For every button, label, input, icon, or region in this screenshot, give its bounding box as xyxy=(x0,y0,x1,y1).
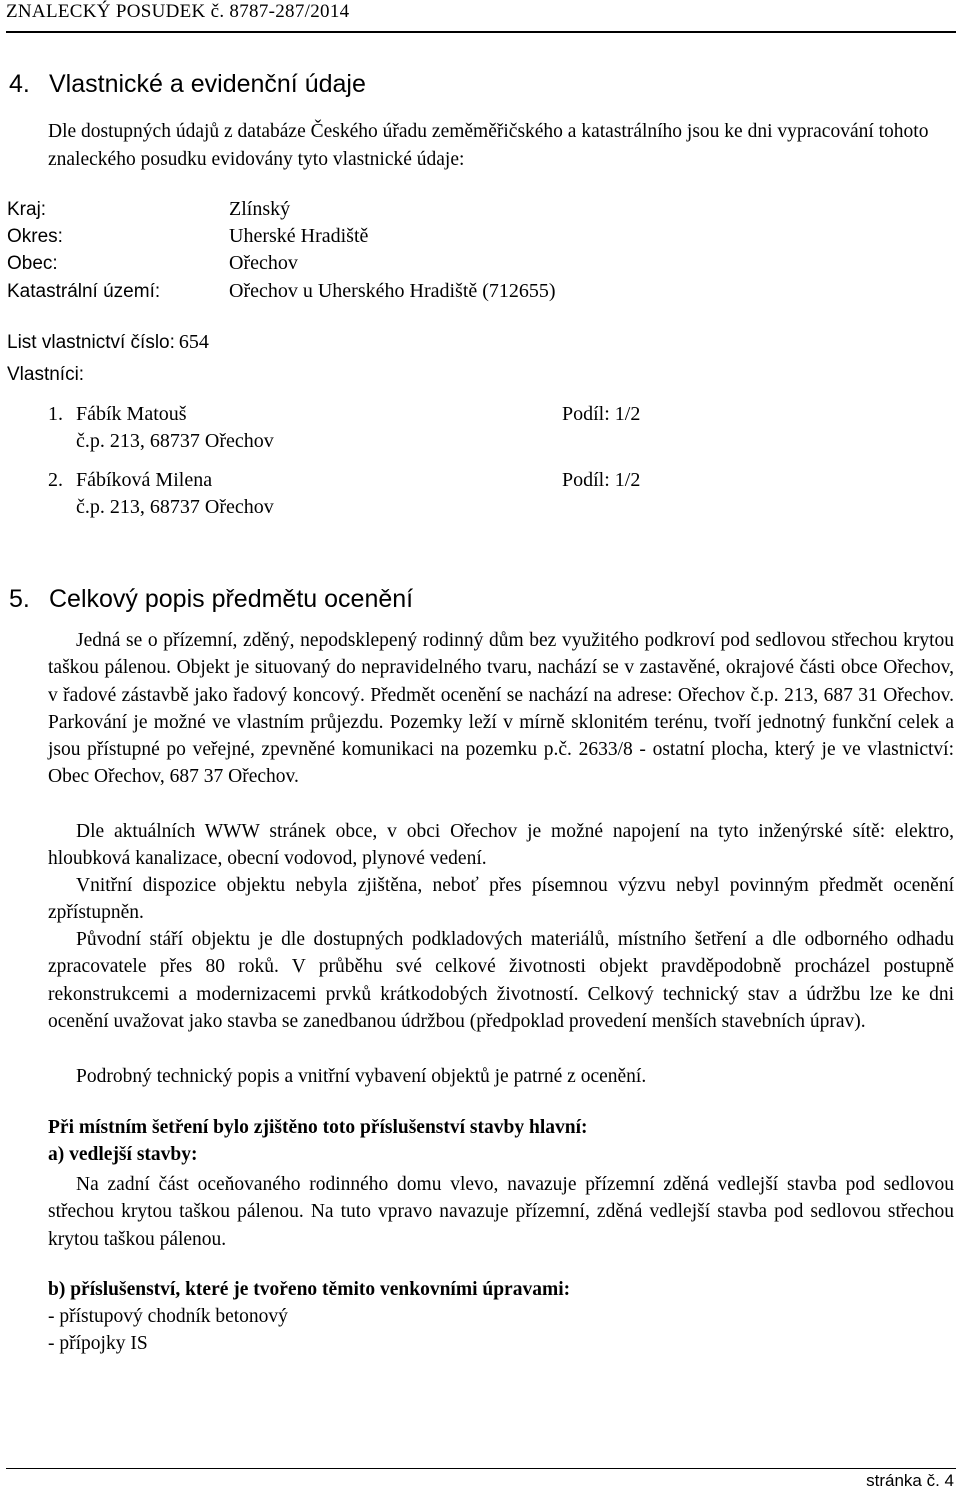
section-5-paragraph-4: Původní stáří objektu je dle dostupných podkladových materiálů, místního šetření a dle odborného odhadu zpracovatele přes 80 roků. V průběhu své celkové životnosti objekt pravděpodobně procházel postupně rekonstrukcemi a modernizacemi prvků krátkodobých životností. Celkový technický stav a údržbu lze ke dni ocenění uvažovat jako stavba se zanedbanou údržbou (předpoklad provedení menších stavebních úprav). xyxy=(48,929,954,1032)
owner-1-address: č.p. 213, 68737 Ořechov xyxy=(76,430,274,452)
field-value-katastralni-uzemi: Ořechov u Uherského Hradiště (712655) xyxy=(229,280,556,302)
owner-2-name: Fábíková Milena xyxy=(76,469,213,491)
owner-1-number: 1. xyxy=(48,403,63,425)
owner-2-number: 2. xyxy=(48,469,63,491)
section-5-paragraph-2: Dle aktuálních WWW stránek obce, v obci Ořechov je možné napojení na tyto inženýrské sítě: elektro, hloubková kanalizace, obecní vodovod, plynové vedení. xyxy=(48,821,954,870)
section-5-heading xyxy=(9,585,413,614)
accessories-heading: Při místním šetření bylo zjištěno toto příslušenství stavby hlavní: xyxy=(48,1117,588,1138)
section-5-number: 5. xyxy=(9,585,30,613)
field-label-obec: Obec: xyxy=(7,253,58,274)
footer-divider xyxy=(6,1468,956,1469)
field-label-okres: Okres: xyxy=(7,226,63,247)
ownership-sheet-label: List vlastnictví číslo: xyxy=(7,332,175,353)
section-4-intro: Dle dostupných údajů z databáze Českého úřadu zeměměřičského a katastrálního jsou ke dni vypracování tohoto znaleckého posudku evidovány tyto vlastnické údaje: xyxy=(48,121,929,170)
outdoor-heading: b) příslušenství, které je tvořeno těmito venkovními úpravami: xyxy=(48,1279,571,1300)
owner-2-address: č.p. 213, 68737 Ořechov xyxy=(76,496,274,518)
outdoor-item: - přístupový chodník betonový xyxy=(48,1306,288,1327)
field-label-katastralni-uzemi: Katastrální území: xyxy=(7,281,161,302)
field-label-kraj: Kraj: xyxy=(7,199,47,220)
section-5-title: Celkový popis předmětu ocenění xyxy=(49,585,414,613)
side-buildings-text: Na zadní část oceňovaného rodinného domu vlevo, navazuje přízemní zděná vedlejší stavba pod sedlovou střechou krytou taškou pálenou. Na tuto vpravo navazuje přízemní, zděná vedlejší stavba pod sedlovou střechou krytou taškou pálenou. xyxy=(48,1174,954,1250)
section-5-paragraph-1: Jedná se o přízemní, zděný, nepodsklepený rodinný dům bez využitého podkroví pod sedlovou střechou krytou taškou pálenou. Objekt je situovaný do nepravidelného tvaru, nachází se v zastavěné, okrajové části obce Ořechov, v řadové zástavbě jako řadový koncový. Předmět ocenění se nachází na adrese: Ořechov č.p. 213, 687 31 Ořechov. Parkování je možné ve vlastním průjezdu. Pozemky leží v mírně sklonitém terénu, tvoří jednotný funkční celek a jsou přístupné po veřejné, zpevněné komunikaci na pozemku p.č. 2633/8 - ostatní plocha, který je ve vlastnictví: Obec Ořechov, 687 37 Ořechov. xyxy=(48,630,954,788)
header-divider xyxy=(6,31,956,33)
document-header-title: ZNALECKÝ POSUDEK č. 8787-287/2014 xyxy=(6,1,350,22)
section-5-paragraph-5: Podrobný technický popis a vnitřní vybavení objektů je patrné z ocenění. xyxy=(76,1066,647,1087)
outdoor-item: - přípojky IS xyxy=(48,1333,148,1354)
owner-2-share: Podíl: 1/2 xyxy=(562,469,641,491)
ownership-sheet-number: 654 xyxy=(178,331,209,353)
ownership-sheet-line xyxy=(7,331,209,354)
owner-1-share: Podíl: 1/2 xyxy=(562,403,641,425)
page-number: stránka č. 4 xyxy=(866,1471,954,1490)
field-value-obec: Ořechov xyxy=(229,252,298,274)
owner-1-name: Fábík Matouš xyxy=(76,403,187,425)
owners-label: Vlastníci: xyxy=(7,364,85,385)
field-value-kraj: Zlínský xyxy=(229,198,291,220)
section-4-title: Vlastnické a evidenční údaje xyxy=(49,70,366,98)
section-4-heading xyxy=(9,70,366,99)
side-buildings-heading: a) vedlejší stavby: xyxy=(48,1144,198,1165)
section-5-paragraph-3: Vnitřní dispozice objektu nebyla zjištěna, neboť přes písemnou výzvu nebyl povinným předmět ocenění zpřístupněn. xyxy=(48,875,954,924)
section-4-number: 4. xyxy=(9,70,30,98)
field-value-okres: Uherské Hradiště xyxy=(229,225,369,247)
